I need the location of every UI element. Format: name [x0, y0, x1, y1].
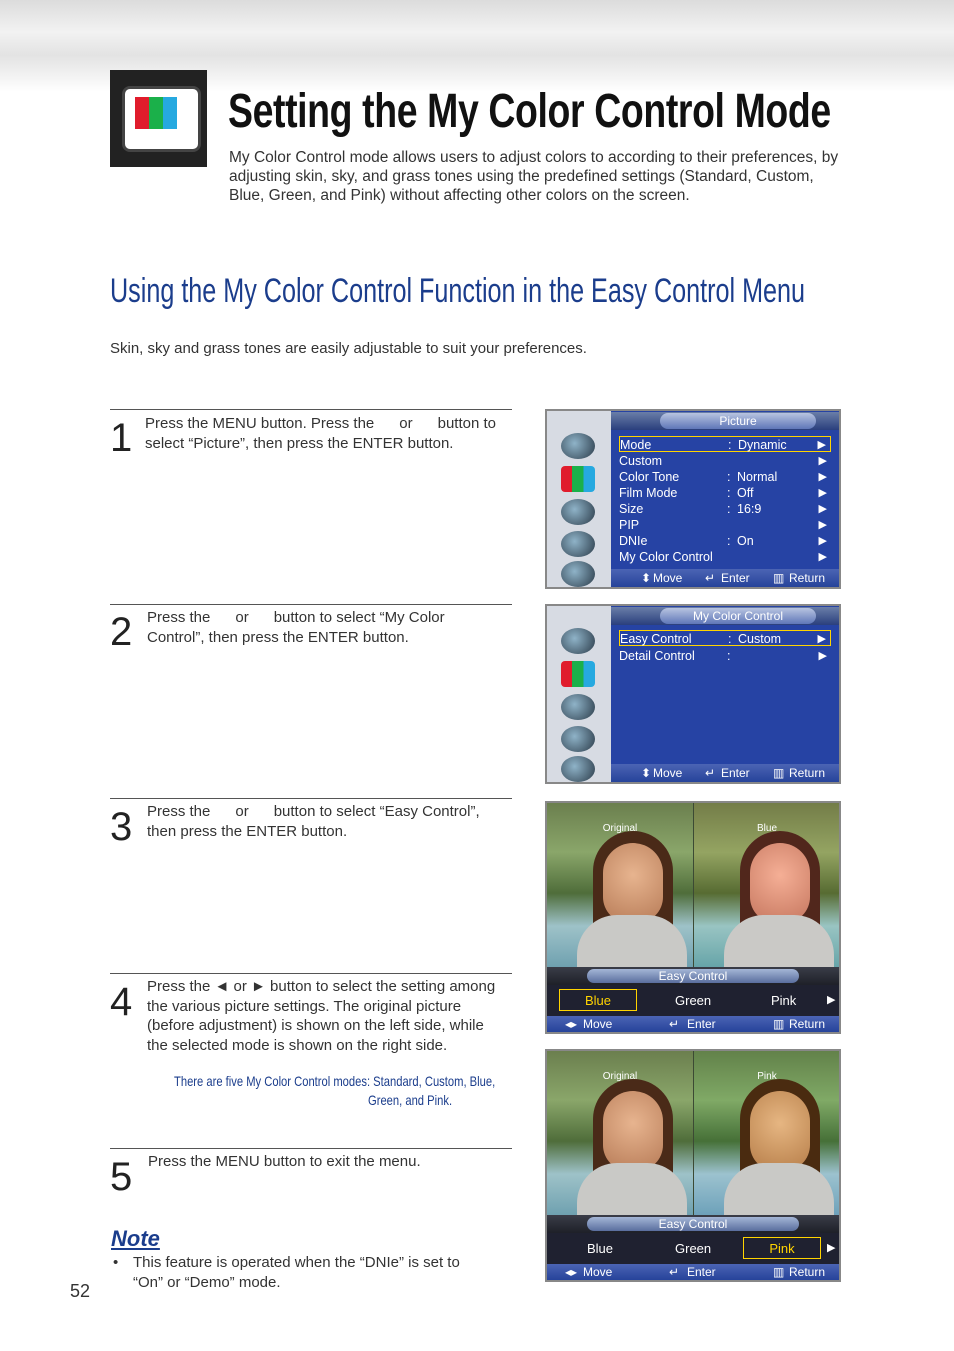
note-text: This feature is operated when the “DNIe” is set to “On” or “Demo” mode. — [133, 1254, 460, 1291]
option-green[interactable]: Green — [675, 993, 712, 1008]
original-picture: Original — [547, 803, 693, 967]
enter-icon: ↵ — [705, 766, 716, 780]
enter-icon: ↵ — [669, 1265, 680, 1279]
option-blue[interactable]: Blue — [587, 1241, 614, 1256]
menu-item-my-color-control[interactable]: My Color Control ▶ — [619, 550, 827, 564]
menu-item-easy-control[interactable]: Easy Control : Custom ▶ — [619, 630, 831, 646]
section-heading: Using the My Color Control Function in the Easy Control Menu — [110, 272, 806, 310]
step-divider — [110, 1148, 512, 1149]
right-arrow-icon[interactable]: ▶ — [827, 994, 836, 1006]
tv-icon — [110, 70, 207, 167]
easy-control-bar: Easy Control — [547, 967, 839, 985]
step-number: 5 — [110, 1155, 133, 1199]
menu-category-sidebar — [547, 411, 611, 587]
step-number: 1 — [110, 416, 133, 460]
step-text: Press the MENU button to exit the menu. — [148, 1153, 421, 1170]
menu-footer: ◂▸ Move ↵ Enter ▥ Return — [547, 1016, 839, 1032]
menu-item-dnie[interactable]: DNIe : On ▶ — [619, 534, 827, 548]
step-number: 4 — [110, 980, 133, 1024]
adjusted-picture: Pink — [694, 1051, 840, 1215]
setup-icon — [561, 561, 595, 587]
adjusted-picture: Blue — [694, 803, 840, 967]
tv-screen-graphic — [122, 86, 201, 152]
sound-icon — [561, 694, 595, 720]
step-text: Press the MENU button. Press the or button to select “Picture”, then press the ENTER button. — [145, 415, 496, 452]
right-arrow-icon[interactable]: ▶ — [827, 1242, 836, 1254]
picture-icon — [561, 466, 595, 492]
enter-icon: ↵ — [669, 1017, 680, 1031]
sound-icon — [561, 499, 595, 525]
step-divider — [110, 973, 512, 974]
easy-control-blue-screenshot — [545, 801, 841, 1034]
left-right-icon: ◂▸ — [565, 1017, 578, 1031]
input-icon — [561, 628, 595, 654]
menu-item-detail-control[interactable]: Detail Control : ▶ — [619, 649, 827, 663]
menu-item-size[interactable]: Size : 16:9 ▶ — [619, 502, 827, 516]
option-blue[interactable]: Blue — [559, 989, 637, 1011]
step-text: Press the or button to select “Easy Control”, then press the ENTER button. — [147, 803, 480, 840]
note-bullet: • — [113, 1254, 119, 1271]
menu-item-film-mode[interactable]: Film Mode : Off ▶ — [619, 486, 827, 500]
step-divider — [110, 798, 512, 799]
option-pink[interactable]: Pink — [771, 993, 797, 1008]
menu-item-color-tone[interactable]: Color Tone : Normal ▶ — [619, 470, 827, 484]
menu-footer: ⬍ Move ↵ Enter ▥ Return — [611, 569, 839, 587]
setup-icon — [561, 756, 595, 782]
return-icon: ▥ — [773, 1017, 785, 1031]
channel-icon — [561, 531, 595, 557]
menu-item-custom[interactable]: Custom ▶ — [619, 454, 827, 468]
option-green[interactable]: Green — [675, 1241, 712, 1256]
step-number: 3 — [110, 805, 133, 849]
channel-icon — [561, 726, 595, 752]
easy-control-options — [547, 1233, 839, 1265]
input-icon — [561, 433, 595, 459]
menu-item-pip[interactable]: PIP ▶ — [619, 518, 827, 532]
step-divider — [110, 409, 512, 410]
step-text: Press the or button to select “My Color Control”, then press the ENTER button. — [147, 609, 445, 646]
page-title: Setting the My Color Control Mode — [228, 85, 831, 138]
picture-icon — [561, 661, 595, 687]
return-icon: ▥ — [773, 1265, 785, 1279]
menu-footer: ⬍ Move ↵ Enter ▥ Return — [611, 764, 839, 782]
easy-control-pink-screenshot — [545, 1049, 841, 1282]
step-number: 2 — [110, 610, 133, 654]
menu-footer: ◂▸ Move ↵ Enter ▥ Return — [547, 1264, 839, 1280]
move-icon: ⬍ — [641, 766, 652, 780]
left-right-icon: ◂▸ — [565, 1265, 578, 1279]
modes-note-line1: There are five My Color Control modes: Standard, Custom, Blue, — [174, 1073, 496, 1089]
modes-note-line2: Green, and Pink. — [368, 1092, 453, 1108]
original-picture: Original — [547, 1051, 693, 1215]
enter-icon: ↵ — [705, 571, 716, 585]
intro-paragraph: My Color Control mode allows users to adjust colors to according to their preferences, by adjusting skin, sky, and grass tones using the predefined settings (Standard, Custom, Blue, Green, and Pink) without affecting other colors on the screen. — [229, 149, 839, 204]
menu-title: Picture — [660, 413, 816, 429]
menu-category-sidebar — [547, 606, 611, 782]
option-pink[interactable]: Pink — [743, 1237, 821, 1259]
easy-control-bar: Easy Control — [547, 1215, 839, 1233]
section-intro: Skin, sky and grass tones are easily adjustable to suit your preferences. — [110, 340, 587, 357]
menu-item-mode[interactable]: Mode : Dynamic ▶ — [619, 436, 831, 452]
note-heading: Note — [111, 1226, 160, 1251]
return-icon: ▥ — [773, 571, 785, 585]
easy-control-options — [547, 985, 839, 1017]
my-color-control-menu-screenshot — [545, 604, 841, 784]
step-divider — [110, 604, 512, 605]
picture-menu-screenshot — [545, 409, 841, 589]
move-icon: ⬍ — [641, 571, 652, 585]
menu-title: My Color Control — [660, 608, 816, 624]
step-text: Press the ◄ or ► button to select the setting among the various picture settings. The original picture (before adjustment) is shown on the left side, while the selected mode is shown on the right side. — [147, 978, 496, 1054]
return-icon: ▥ — [773, 766, 785, 780]
page-number: 52 — [70, 1281, 91, 1301]
